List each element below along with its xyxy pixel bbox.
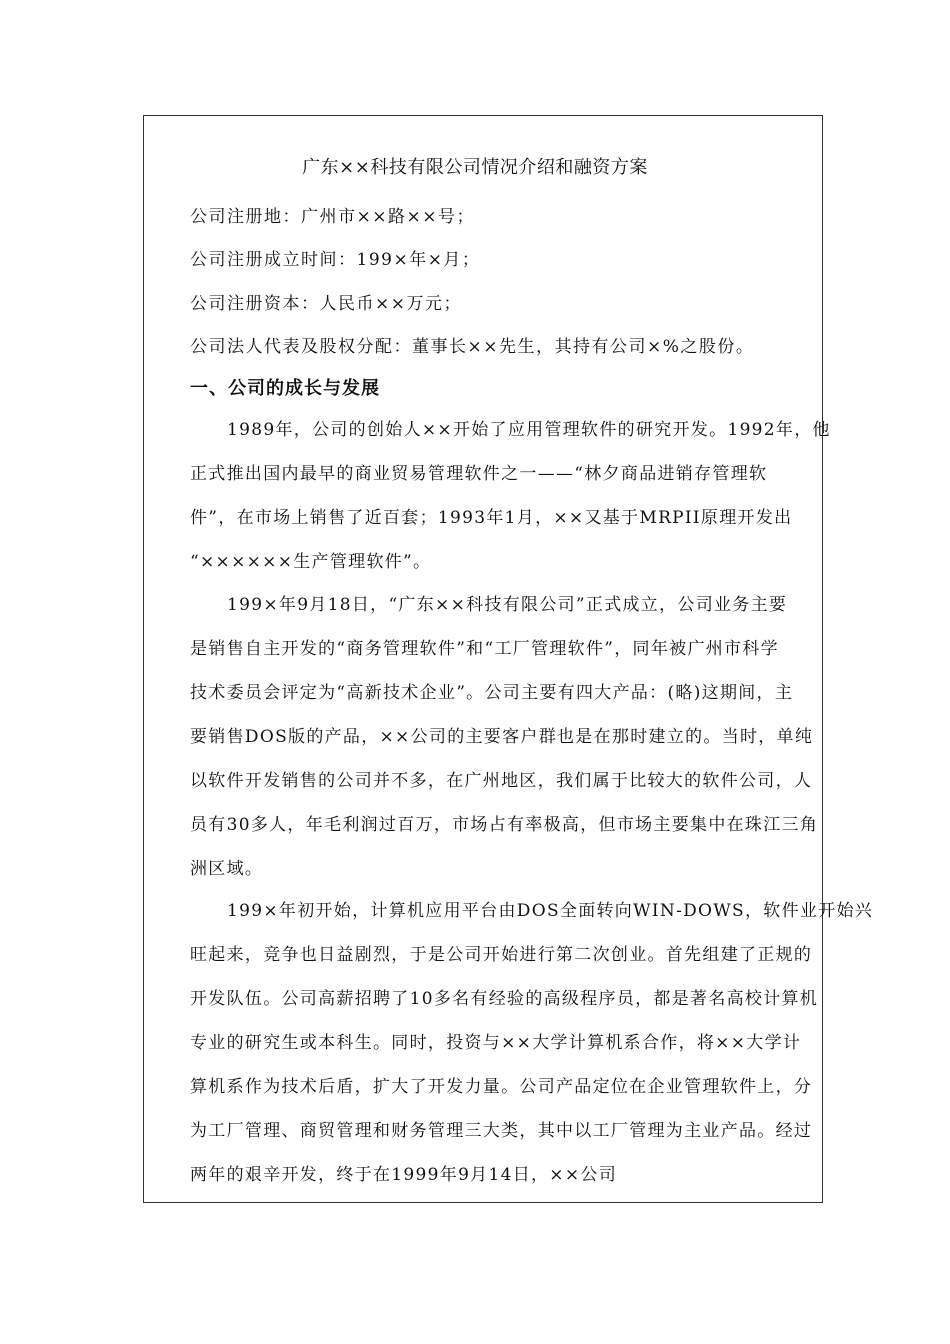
paragraph-line: 开发队伍。公司高薪招聘了10多名有经验的高级程序员，都是著名高校计算机: [190, 989, 819, 1009]
info-registered-address: 公司注册地：广州市××路××号；: [190, 207, 475, 227]
paragraph-company-founding: [153, 583, 819, 891]
info-founded-date: 公司注册成立时间：199×年×月；: [190, 250, 481, 270]
paragraph-line: 员有30多人，年毛利润过百万，市场占有率极高，但市场主要集中在珠江三角: [190, 815, 819, 835]
paragraph-line: 两年的艰辛开发，终于在1999年9月14日，××公司: [190, 1165, 617, 1185]
paragraph-line: “××××××生产管理软件”。: [190, 552, 432, 572]
paragraph-line: 199×年9月18日，“广东××科技有限公司”正式成立，公司业务主要: [227, 595, 788, 615]
paragraph-line: 1989年，公司的创始人××开始了应用管理软件的研究开发。1992年，他: [227, 420, 831, 440]
section-heading-growth: 一、公司的成长与发展: [190, 378, 380, 399]
paragraph-line: 技术委员会评定为“高新技术企业”。公司主要有四大产品：(略)这期间，主: [190, 683, 794, 703]
info-registered-capital: 公司注册资本：人民币××万元；: [190, 294, 462, 314]
paragraph-line: 199×年初开始，计算机应用平台由DOS全面转向WIN-DOWS，软件业开始兴: [227, 901, 874, 921]
paragraph-line: 是销售自主开发的“商务管理软件”和“工厂管理软件”，同年被广州市科学: [190, 639, 779, 659]
paragraph-line: 要销售DOS版的产品，××公司的主要客户群也是在那时建立的。当时，单纯: [190, 727, 814, 747]
paragraph-second-venture: [153, 889, 874, 1197]
info-legal-representative: 公司法人代表及股权分配：董事长××先生，其持有公司×%之股份。: [190, 337, 755, 357]
paragraph-line: 件”，在市场上销售了近百套；1993年1月，××又基于MRPII原理开发出: [190, 508, 793, 528]
paragraph-line: 算机系作为技术后盾，扩大了开发力量。公司产品定位在企业管理软件上，分: [190, 1077, 813, 1097]
paragraph-line: 为工厂管理、商贸管理和财务管理三大类，其中以工厂管理为主业产品。经过: [190, 1121, 813, 1141]
paragraph-line: 洲区域。: [190, 859, 264, 879]
paragraph-line: 专业的研究生或本科生。同时，投资与××大学计算机系合作，将××大学计: [190, 1033, 802, 1053]
paragraph-history-1989: [153, 408, 831, 584]
paragraph-line: 正式推出国内最早的商业贸易管理软件之一——“林夕商品进销存管理软: [190, 464, 768, 484]
paragraph-line: 旺起来，竞争也日益剧烈，于是公司开始进行第二次创业。首先组建了正规的: [190, 945, 813, 965]
document-title: 广东××科技有限公司情况介绍和融资方案: [302, 157, 648, 178]
paragraph-line: 以软件开发销售的公司并不多，在广州地区，我们属于比较大的软件公司，人: [190, 771, 813, 791]
